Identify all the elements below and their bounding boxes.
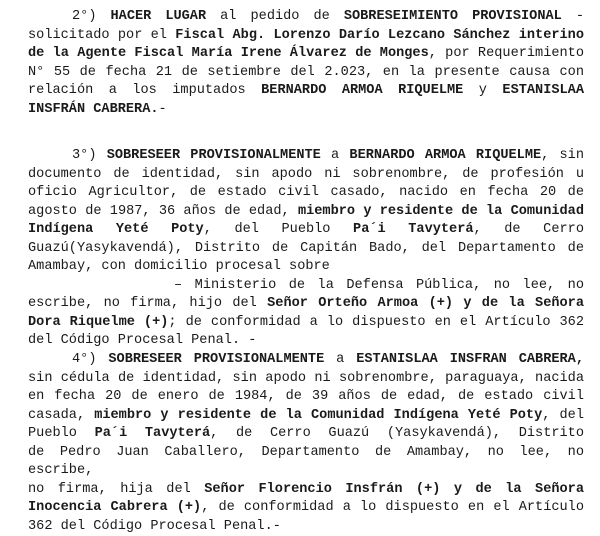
p4-text: no firma, hija del [28,482,204,497]
p2-text: al pedido de [206,9,344,24]
p2-text: , por Requerimiento [429,46,584,61]
p3-line-8: – Ministerio de la Defensa Pública, no lee, no [28,277,584,296]
p2-bold: Fiscal Abg. Lorenzo Darío Lezcano Sánchez interino [175,28,584,43]
p2-line-4: N° 55 de fecha 21 de setiembre del 2.023, en la presente causa con [28,64,584,83]
p2-numeral: 2°) [72,9,111,24]
p4-text: Pueblo [28,426,95,441]
p3-bold: Señor Orteño Armoa (+) y de la Señora [267,296,584,311]
p3-bold: Dora Riquelme (+) [28,315,168,330]
p2-bold: BERNARDO ARMOA RIQUELME [261,83,463,98]
p3-line-11: del Código Procesal Penal. - [28,332,584,351]
p2-line-5 [28,82,584,101]
p3-line-6: Guazú(Yasykavendá), Distrito de Capitán Bado, del Departamento de [28,240,584,259]
paragraph-2 [28,8,584,119]
p2-text: - [562,9,584,24]
p4-line-9: 362 del Código Procesal Penal.- [28,518,584,536]
p4-line-7 [28,481,584,500]
p4-bold: Pa´i Tavyterá [95,426,211,441]
p4-line-4 [28,407,584,426]
p3-text: , del Pueblo [204,222,353,237]
p3-text: , sin [541,148,584,163]
p4-text: casada, [28,408,94,423]
p2-bold: INSFRÁN CABRERA. [28,102,159,117]
p4-bold: miembro y residente de la Comunidad Indígena Yeté Poty [94,408,542,423]
p2-text: y [463,83,502,98]
p3-text: escribe, no firma, hijo del [28,296,267,311]
p2-bold: ESTANISLAA [502,83,584,98]
p3-line-3: oficio Agricultor, de estado civil casado, nacido en fecha 20 de [28,184,584,203]
p4-bold: Señor Florencio Insfrán (+) y de la Señora [204,482,584,497]
p3-bold: miembro y residente de la Comunidad [298,204,584,219]
p2-line-2 [28,27,584,46]
paragraph-4 [28,351,584,536]
p3-line-9 [28,295,584,314]
p2-text: solicitado por el [28,28,175,43]
p3-numeral: 3°) [72,148,107,163]
p4-text: , de Cerro Guazú (Yasykavendá), Distrito [210,426,584,441]
p4-text: , del [542,408,584,423]
p2-text: relación a los imputados [28,83,261,98]
p4-line-2: sin cédula de identidad, sin apodo ni sobrenombre, paraguaya, nacida [28,370,584,389]
p4-line-8 [28,499,584,518]
p4-line-1 [28,351,584,370]
p3-line-1 [28,147,584,166]
p2-bold: HACER LUGAR [111,9,207,24]
p2-line-6 [28,101,584,120]
p4-bold: ESTANISLAA INSFRAN CABRERA, [356,352,584,367]
p3-bold: Pa´i Tavyterá [353,222,473,237]
p2-text: - [159,102,167,117]
p3-text: , de Cerro [474,222,584,237]
p3-text: a [321,148,350,163]
p4-text: , de conformidad a lo dispuesto en el Artículo [201,500,584,515]
p4-line-5 [28,425,584,444]
p2-bold: SOBRESEIMIENTO PROVISIONAL [344,9,562,24]
p4-text: a [324,352,356,367]
p4-numeral: 4°) [72,352,108,367]
p3-line-7: Amambay, con domicilio procesal sobre [28,258,584,277]
p2-line-1 [28,8,584,27]
paragraph-3 [28,147,584,351]
p3-line-10 [28,314,584,333]
p4-bold: Inocencia Cabrera (+) [28,500,201,515]
p3-text: agosto de 1987, 36 años de edad, [28,204,298,219]
p3-line-5 [28,221,584,240]
p3-line-2: documento de identidad, sin apodo ni sobrenombre, de profesión u [28,166,584,185]
p3-bold: Indígena Yeté Poty [28,222,204,237]
p3-bold: BERNARDO ARMOA RIQUELME [349,148,541,163]
p4-bold: SOBRESEER PROVISIONALMENTE [108,352,324,367]
p3-line-4 [28,203,584,222]
p3-bold: SOBRESEER PROVISIONALMENTE [107,148,321,163]
p4-line-6: de Pedro Juan Caballero, Departamento de Amambay, no lee, no escribe, [28,444,584,481]
p2-line-3 [28,45,584,64]
p2-bold: de la Agente Fiscal María Irene Álvarez de Monges [28,46,429,61]
p3-text: ; de conformidad a lo dispuesto en el Artículo 362 [168,315,584,330]
p4-line-3: en fecha 20 de enero de 1984, de 39 años de edad, de estado civil [28,388,584,407]
